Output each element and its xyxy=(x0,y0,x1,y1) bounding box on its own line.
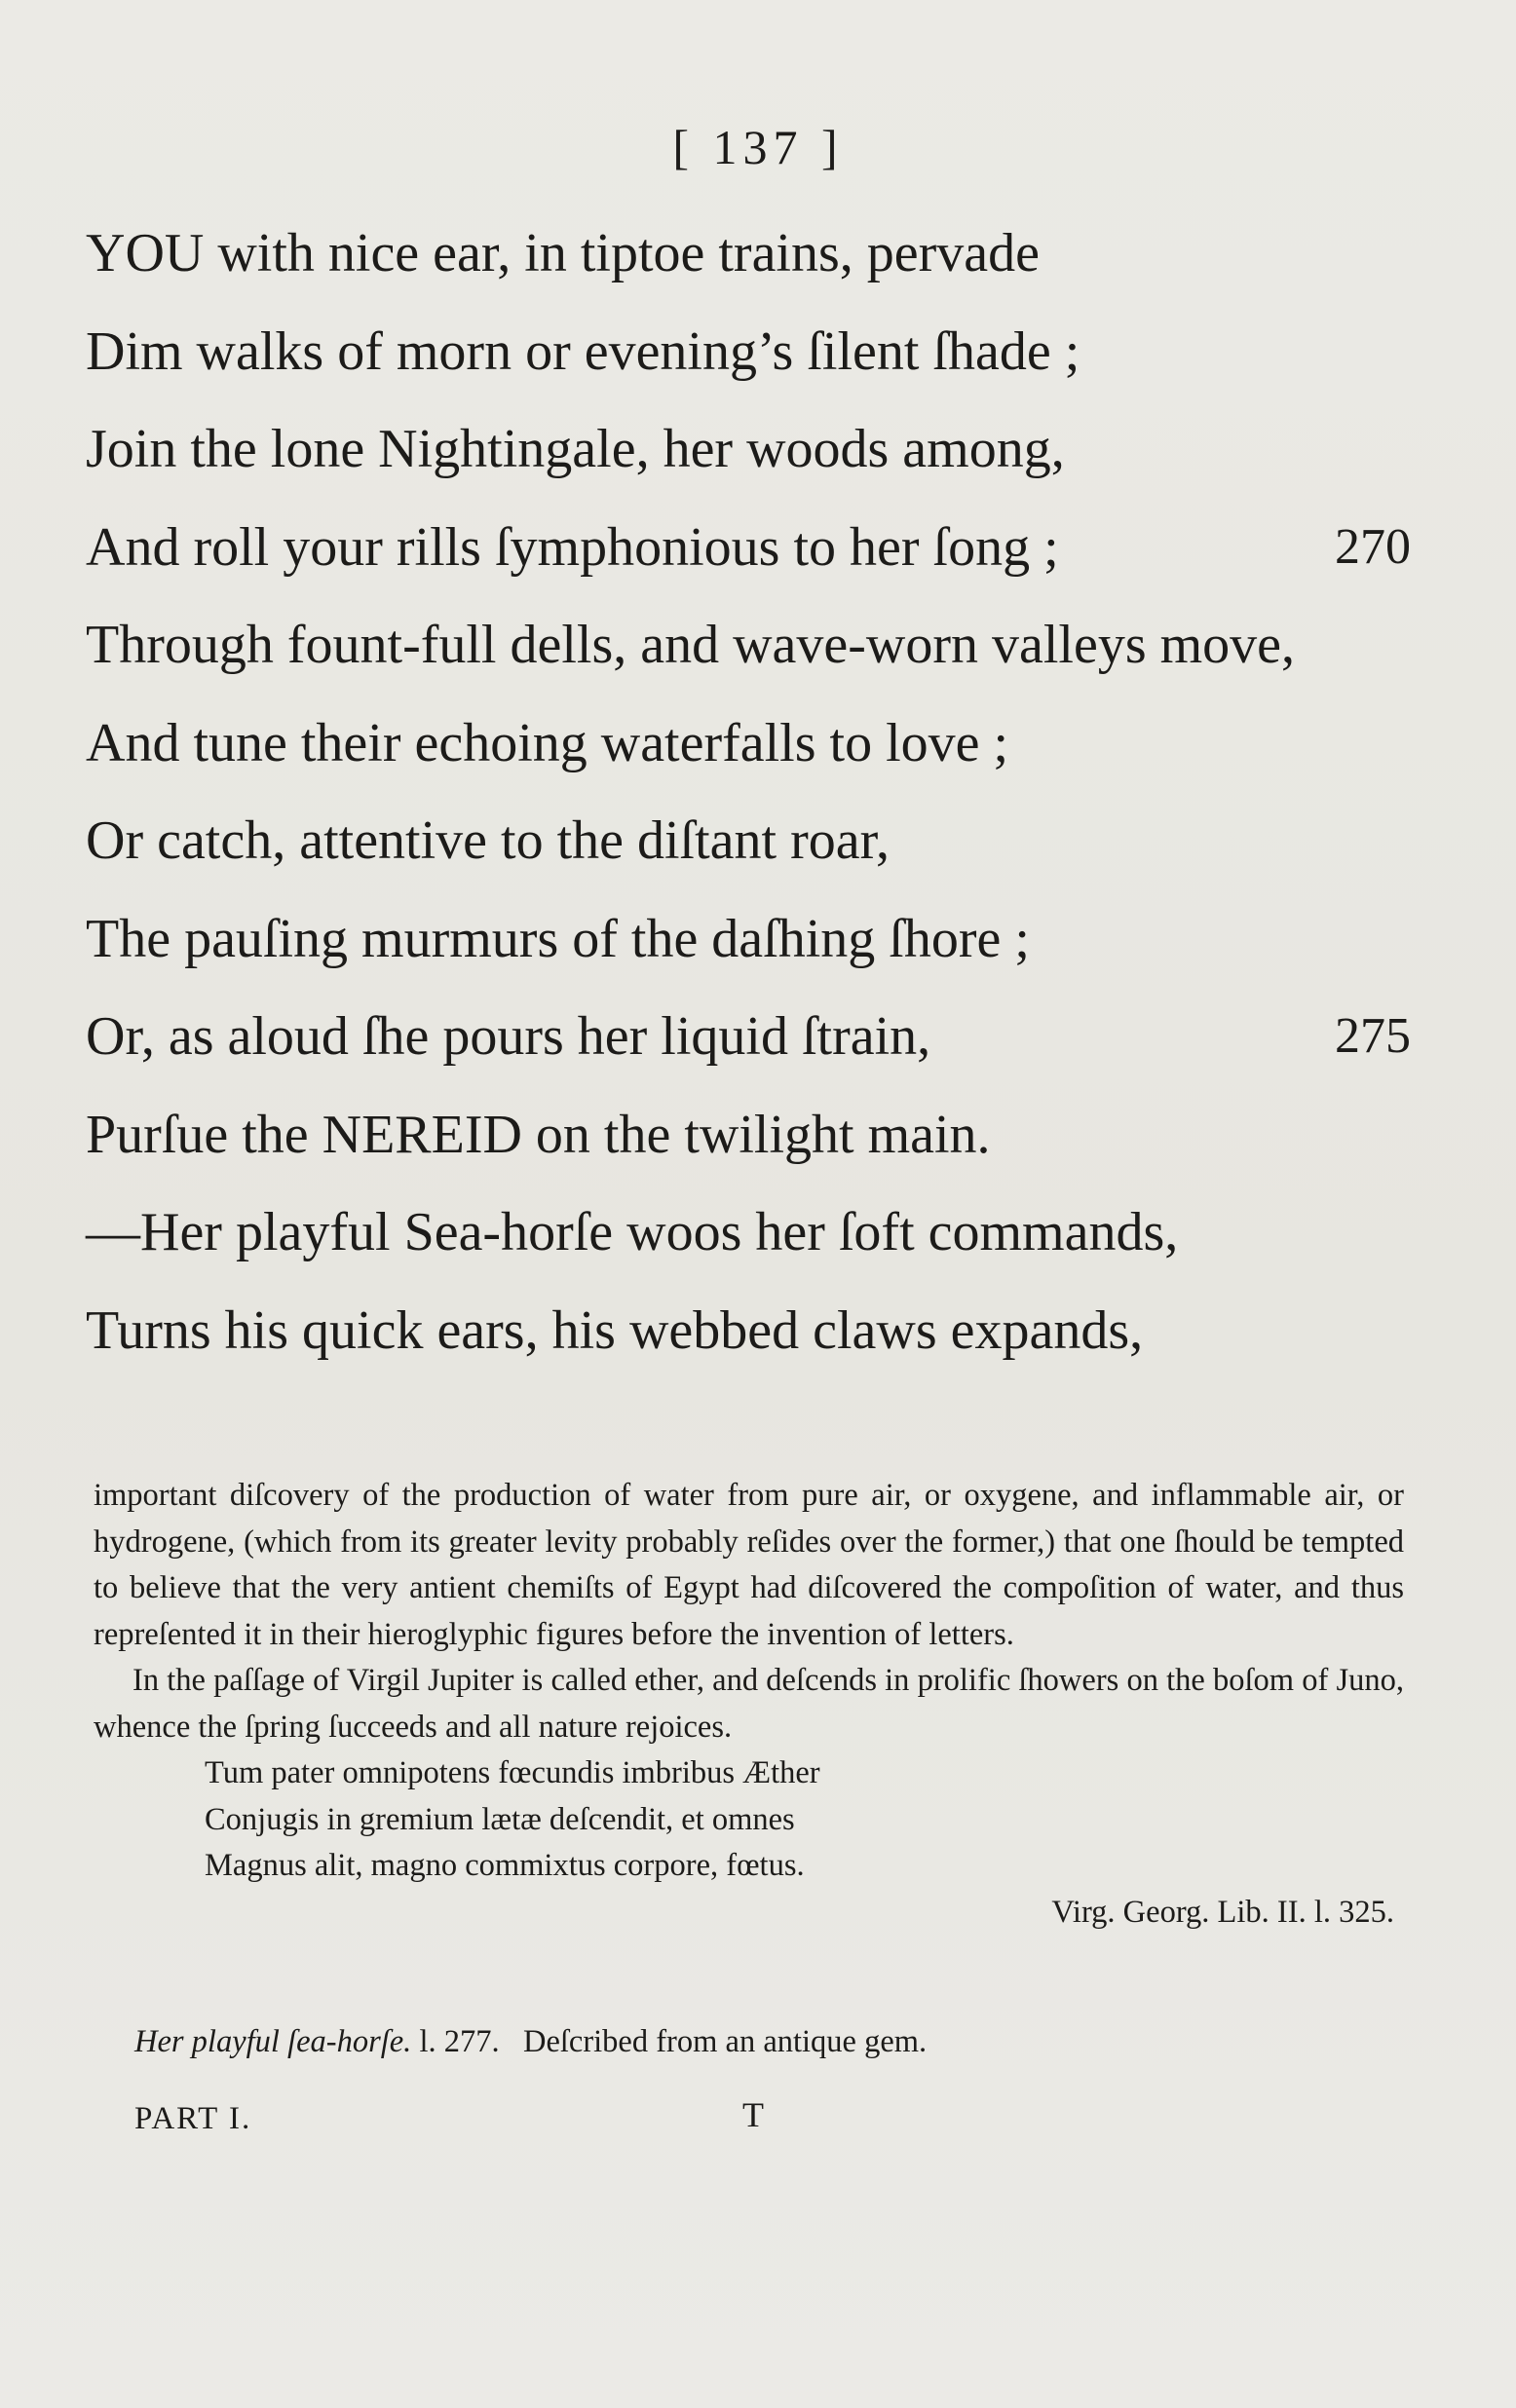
seahorse-note-text: l. 277. Deſcribed from an antique gem. xyxy=(411,2024,928,2059)
verse-line xyxy=(86,988,1411,1086)
part-label: PART I. xyxy=(134,2101,252,2136)
verse-text: Dim walks of morn or evening’s ſilent ſhade ; xyxy=(86,320,1080,382)
verse-text: Through fount-full dells, and wave-worn valleys move, xyxy=(86,615,1296,675)
poem-verse xyxy=(86,205,1411,1379)
verse-text: Join the lone Nightingale, her woods among, xyxy=(86,419,1065,479)
verse-line xyxy=(86,890,1411,989)
verse-line xyxy=(86,1184,1411,1282)
seahorse-note xyxy=(134,2024,927,2060)
line-number: 275 xyxy=(1335,1008,1411,1064)
latin-quotation xyxy=(94,1750,1404,1890)
verse-text: And roll your rills ſymphonious to her ſong ; xyxy=(86,516,1059,578)
verse-text: And tune their echoing waterfalls to love ; xyxy=(86,712,1009,773)
verse-line xyxy=(86,695,1411,793)
latin-line: Conjugis in gremium lætæ deſcendit, et omnes xyxy=(205,1801,795,1837)
footnote-paragraph: In the paſſage of Virgil Jupiter is called ether, and deſcends in prolific ſhowers on the boſom of Juno, whence the ſpring ſucceeds and all nature rejoices. xyxy=(94,1663,1404,1745)
verse-text: YOU with nice ear, in tiptoe trains, pervade xyxy=(86,223,1040,283)
footnote-paragraph: important diſcovery of the production of water from pure air, or oxygene, and inflammable air, or hydrogene, (which from its greater levity probably reſides over the former,) that one ſhould be tempted to believe that the very antient chemiſts of Egypt had diſcovered the compoſition of water, and thus repreſented it in their hieroglyphic figures before the invention of letters. xyxy=(94,1478,1404,1652)
verse-line xyxy=(86,303,1411,401)
page-number: [ 137 ] xyxy=(672,120,844,174)
verse-line xyxy=(86,596,1411,695)
verse-line xyxy=(86,792,1411,890)
verse-line xyxy=(86,499,1411,597)
verse-text: —Her playful Sea-horſe woos her ſoft commands, xyxy=(86,1202,1179,1262)
verse-text: Turns his quick ears, his webbed claws expands, xyxy=(86,1299,1144,1361)
verse-line xyxy=(86,400,1411,499)
verse-line xyxy=(86,1086,1411,1185)
signature-mark: T xyxy=(742,2095,764,2134)
verse-text: Or, as aloud ſhe pours her liquid ſtrain, xyxy=(86,1006,931,1067)
seahorse-note-title: Her playful ſea-horſe. xyxy=(134,2024,412,2059)
citation: Virg. Georg. Lib. II. l. 325. xyxy=(1051,1894,1394,1930)
latin-line: Tum pater omnipotens fœcundis imbribus Æther xyxy=(205,1755,820,1790)
verse-text: Or catch, attentive to the diſtant roar, xyxy=(86,810,890,871)
verse-text: Purſue the NEREID on the twilight main. xyxy=(86,1104,991,1165)
verse-text: The pauſing murmurs of the daſhing ſhore ; xyxy=(86,908,1030,969)
verse-line xyxy=(86,205,1411,303)
footnotes xyxy=(94,1473,1404,1936)
verse-line xyxy=(86,1282,1411,1380)
latin-line: Magnus alit, magno commixtus corpore, fœtus. xyxy=(205,1848,805,1883)
line-number: 270 xyxy=(1335,518,1411,575)
